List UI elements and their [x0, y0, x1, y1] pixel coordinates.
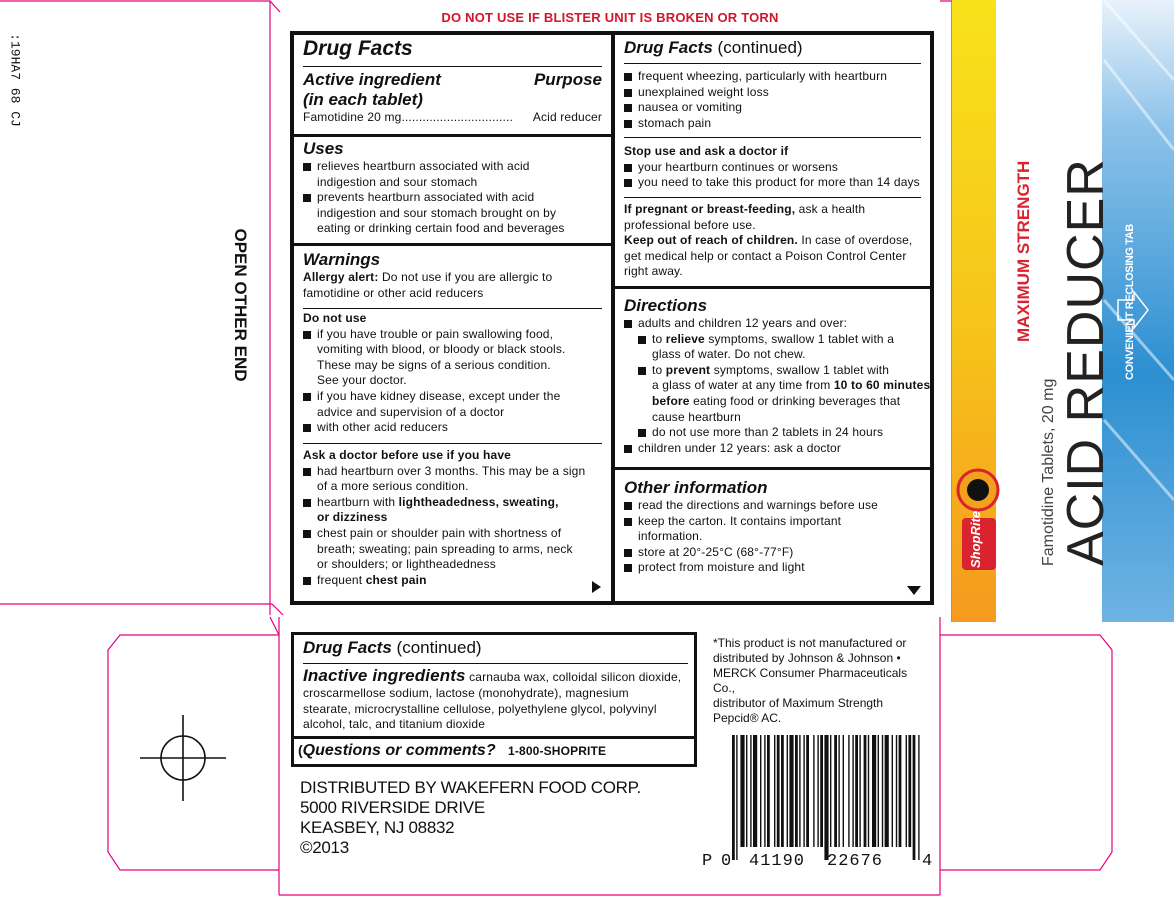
directions-section — [615, 296, 930, 456]
product-name: ACID REDUCER — [1057, 158, 1115, 566]
barcode-bar — [918, 735, 919, 860]
barcode-bar — [732, 735, 735, 860]
use-item-cont: indigestion and sour stomach brought on by — [317, 205, 557, 220]
barcode-bar — [868, 735, 869, 847]
upc-digit: 0 — [721, 852, 732, 871]
continued-item: frequent wheezing, particularly with heartburn — [624, 69, 921, 85]
drug-facts-title: Drug Facts — [303, 37, 413, 60]
distributor-block — [300, 778, 641, 858]
stop-use-item: you need to take this product for more than 14 days — [624, 175, 921, 191]
upc-group: 41190 — [749, 852, 806, 871]
ask-doctor-section — [294, 448, 611, 588]
stop-use-heading: Stop use and ask a doctor if — [624, 144, 789, 158]
continued-item: nausea or vomiting — [624, 100, 921, 116]
continue-down-arrow-icon — [907, 586, 921, 595]
continued-title: Drug Facts — [624, 38, 713, 57]
barcode-bar — [764, 735, 765, 847]
do-not-use-heading: Do not use — [303, 311, 367, 325]
distributor-line: DISTRIBUTED BY WAKEFERN FOOD CORP. — [300, 778, 641, 797]
do-not-use-item: if you have kidney disease, except under the — [303, 389, 602, 405]
shoprite-logo: ShopRite — [968, 510, 983, 568]
use-item-cont: indigestion and sour stomach — [317, 174, 478, 189]
do-not-use-cont: advice and supervision of a doctor — [317, 404, 505, 419]
barcode-bar — [885, 735, 889, 847]
active-ingredient-section — [294, 70, 611, 126]
inactive-ingredients-text: stearate, microcrystalline cellulose, polyethylene glycol, polyvinyl — [303, 701, 657, 716]
directions-item: adults and children 12 years and over: — [624, 316, 921, 332]
other-info-heading: Other information — [624, 478, 768, 497]
barcode-bar — [777, 735, 780, 847]
drug-facts-title-section — [294, 36, 611, 61]
phone-icon: ( — [298, 742, 303, 758]
purpose-heading: Purpose — [533, 70, 602, 89]
barcode-bar — [906, 735, 907, 847]
barcode-bar — [908, 735, 911, 847]
barcode-bar — [787, 735, 788, 847]
barcode-bar — [882, 735, 883, 847]
drug-facts-left-column — [294, 35, 611, 601]
keep-out-label: Keep out of reach of children. — [624, 233, 798, 248]
pregnancy-text: ask a health — [798, 202, 866, 216]
questions-label: Questions or comments? — [302, 742, 496, 759]
disclaimer-line: *This product is not manufactured or — [713, 636, 907, 650]
ask-doctor-cont: of a more serious condition. — [317, 479, 469, 494]
bottom-drug-facts-title: Drug Facts — [303, 638, 392, 657]
distributor-line: KEASBEY, NJ 08832 — [300, 818, 455, 837]
barcode-bar — [859, 735, 860, 847]
allergy-text: famotidine or other acid reducers — [303, 285, 484, 300]
drug-facts-right-column — [615, 35, 930, 601]
barcode-bar — [872, 735, 876, 847]
upc-barcode — [730, 735, 925, 860]
stop-use-item: your heartburn continues or worsens — [624, 160, 921, 176]
do-not-use-item: if you have trouble or pain swallowing food, — [303, 327, 602, 343]
barcode-bar — [803, 735, 804, 847]
barcode-bar — [781, 735, 784, 847]
barcode-bar — [830, 735, 831, 847]
barcode-bar — [848, 735, 849, 847]
pregnancy-text: professional before use. — [624, 217, 756, 232]
stop-use-section — [615, 144, 930, 191]
barcode-bar — [789, 735, 793, 847]
continue-arrow-icon — [592, 581, 601, 593]
other-info-item: keep the carton. It contains important — [624, 514, 921, 530]
warnings-heading: Warnings — [303, 250, 381, 269]
barcode-bar — [824, 735, 828, 860]
barcode-bar — [817, 735, 818, 847]
barcode-bar — [774, 735, 775, 847]
other-info-item: read the directions and warnings before use — [624, 498, 921, 514]
other-info-section — [615, 478, 930, 576]
allergy-alert-label: Allergy alert: — [303, 270, 379, 284]
use-item-cont: eating or drinking certain food and beverages — [317, 221, 565, 236]
blister-warning: DO NOT USE IF BLISTER UNIT IS BROKEN OR TORN — [441, 10, 779, 25]
barcode-bar — [864, 735, 867, 847]
barcode-bar — [736, 735, 737, 860]
barcode-bar — [760, 735, 761, 847]
do-not-use-item: with other acid reducers — [303, 420, 602, 436]
lot-code: :19HA7 68 CJ — [7, 33, 23, 127]
pregnancy-label: If pregnant or breast-feeding, — [624, 202, 796, 216]
disclaimer-line: MERCK Consumer Pharmaceuticals Co., — [713, 666, 908, 695]
barcode-bar — [843, 735, 844, 847]
uses-heading: Uses — [303, 139, 344, 158]
upc-digit: 4 — [922, 852, 933, 871]
inactive-ingredients-text: alcohol, talc, and titanium dioxide — [303, 717, 486, 732]
barcode-bar — [878, 735, 879, 847]
directions-cont: before eating food or drinking beverages that — [652, 393, 901, 408]
barcode-bar — [820, 735, 823, 847]
ask-doctor-heading: Ask a doctor before use if you have — [303, 448, 511, 462]
barcode-bar — [899, 735, 902, 847]
inactive-ingredients-text: croscarmellose sodium, lactose (monohydrate), magnesium — [303, 686, 629, 700]
uses-section — [294, 139, 611, 237]
manufacturer-disclaimer — [713, 636, 928, 726]
barcode-bar — [838, 735, 839, 847]
use-item: prevents heartburn associated with acid — [303, 190, 602, 206]
ask-doctor-cont: or dizziness — [317, 510, 388, 525]
other-info-item: store at 20°-25°C (68°-77°F) — [624, 545, 921, 561]
keep-out-text: right away. — [624, 264, 683, 279]
inactive-ingredients-box — [291, 632, 697, 767]
barcode-bar — [855, 735, 858, 847]
other-info-cont: information. — [638, 529, 703, 544]
ask-doctor-item: frequent chest pain — [303, 573, 602, 589]
pregnancy-section — [615, 202, 930, 280]
directions-cont: cause heartburn — [652, 409, 741, 424]
upc-prefix: P — [702, 852, 713, 871]
barcode-bar — [806, 735, 809, 847]
ask-doctor-item: chest pain or shoulder pain with shortness of — [303, 526, 602, 542]
directions-cont: a glass of water at any time from 10 to 60 minutes — [652, 378, 931, 393]
disclaimer-line: distributed by Johnson & Johnson • — [713, 651, 901, 665]
directions-subitem: do not use more than 2 tablets in 24 hours — [624, 425, 921, 441]
use-item: relieves heartburn associated with acid — [303, 159, 602, 175]
barcode-bar — [852, 735, 853, 847]
barcode-bar — [892, 735, 893, 847]
barcode-bar — [767, 735, 770, 847]
bottom-continued-suffix: (continued) — [396, 638, 482, 657]
continued-item: stomach pain — [624, 116, 921, 132]
do-not-use-cont: vomiting with blood, or bloody or black stools. — [317, 342, 566, 357]
inactive-ingredients-heading: Inactive ingredients — [303, 666, 466, 685]
barcode-bar — [750, 735, 751, 847]
ask-doctor-item: heartburn with lightheadedness, sweating, — [303, 495, 602, 511]
continued-title-section — [615, 38, 930, 58]
barcode-bar — [753, 735, 757, 847]
do-not-use-section — [294, 311, 611, 436]
maximum-strength-label: MAXIMUM STRENGTH — [1014, 160, 1033, 342]
barcode-bar — [813, 735, 814, 847]
disclaimer-line: Pepcid® AC. — [713, 711, 782, 725]
active-ingredient-heading: Active ingredient — [303, 70, 441, 89]
active-ingredient-line: Famotidine 20 mg ................................ Acid reducer — [303, 110, 602, 124]
registration-mark — [140, 715, 226, 801]
directions-heading: Directions — [624, 296, 708, 315]
continued-suffix: (continued) — [717, 38, 803, 57]
directions-cont: glass of water. Do not chew. — [652, 347, 806, 362]
disclaimer-line: distributor of Maximum Strength — [713, 696, 884, 710]
barcode-bar — [740, 735, 744, 847]
barcode-bar — [799, 735, 800, 847]
warnings-section — [294, 250, 611, 301]
upc-group: 22676 — [827, 852, 884, 871]
continued-item: unexplained weight loss — [624, 85, 921, 101]
barcode-bar — [746, 735, 747, 847]
distributor-line: 5000 RIVERSIDE DRIVE — [300, 798, 485, 817]
directions-item: children under 12 years: ask a doctor — [624, 441, 921, 457]
do-not-use-cont: See your doctor. — [317, 373, 407, 388]
other-info-item: protect from moisture and light — [624, 560, 921, 576]
ask-doctor-cont: breath; sweating; pain spreading to arms, neck — [317, 541, 573, 556]
ask-doctor-item: had heartburn over 3 months. This may be a sign — [303, 464, 602, 480]
open-other-end-label: OPEN OTHER END — [231, 228, 250, 382]
ask-doctor-cont: or shoulders; or lightheadedness — [317, 557, 496, 572]
keep-out-text: get medical help or contact a Poison Control Center — [624, 248, 907, 263]
continued-items-section — [615, 69, 930, 131]
phone-number: 1-800-SHOPRITE — [508, 744, 607, 758]
front-panel — [952, 0, 1174, 622]
barcode-bar — [834, 735, 837, 847]
barcode-bar — [896, 735, 897, 847]
copyright: ©2013 — [300, 838, 349, 857]
allergy-text: Do not use if you are allergic to — [381, 270, 553, 284]
product-subtitle: Famotidine Tablets, 20 mg — [1040, 378, 1057, 566]
active-ingredient-sub: (in each tablet) — [303, 90, 423, 109]
barcode-bar — [795, 735, 798, 847]
keep-out-text: In case of overdose, — [801, 233, 913, 248]
do-not-use-cont: These may be signs of a serious condition. — [317, 357, 551, 372]
inactive-ingredients-text: carnauba wax, colloidal silicon dioxide, — [469, 670, 682, 684]
directions-subitem: to prevent symptoms, swallow 1 tablet with — [624, 363, 921, 379]
reclosing-tab-label: CONVENIENT RECLOSING TAB — [1124, 224, 1136, 380]
barcode-bar — [913, 735, 916, 860]
directions-subitem: to relieve symptoms, swallow 1 tablet with a — [624, 332, 921, 348]
